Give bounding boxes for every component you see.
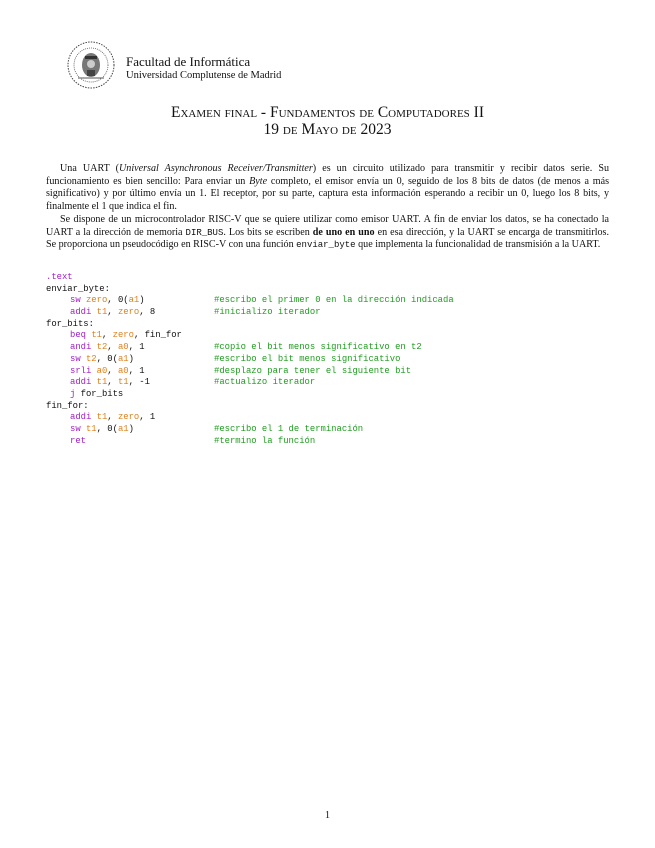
code-line-directive [46, 272, 182, 284]
instruction-reg: t1 [96, 307, 108, 318]
code-comment: #escribo el 1 de terminación [214, 423, 364, 434]
instruction-reg: t2 [96, 342, 108, 353]
text-run: . Los bits se escriben [223, 226, 313, 238]
code-comment: #escribo el primer 0 en la dirección indicada [214, 295, 454, 306]
label-text: enviar_byte: [46, 283, 110, 294]
faculty-name: Facultad de Informática [126, 54, 251, 69]
code-line [46, 365, 412, 378]
code-line [46, 377, 316, 389]
instruction-reg: zero [85, 295, 108, 306]
code-listing [46, 272, 454, 447]
label-text: for_bits: [46, 318, 94, 329]
instruction-op: beq [70, 330, 86, 341]
exam-statement [46, 163, 609, 252]
instruction-op: andi [70, 342, 92, 353]
instruction-reg: t1 [96, 377, 108, 388]
text-run: completo, el emisor envía un 0, seguido de los 8 bits de datos (de menos a más significativo) y por último envía un 1. El receptor, por su parte, captura esta información esperando a recibir un 0, luego los 8 bits, y finalmente el 1 que indica el fin. [46, 175, 610, 212]
instruction-reg: zero [117, 412, 140, 423]
instruction-sep: , [107, 342, 118, 353]
instruction-reg: t2 [85, 353, 97, 364]
text-run: ) es un circuito utilizado para transmitir y recibir datos serie. Su funcionamiento es bien sencillo: Para enviar un [46, 163, 610, 187]
code-line [46, 307, 321, 319]
instruction-sep: , 0( [96, 353, 118, 364]
dir-bus-code: DIR_BUS [185, 227, 224, 238]
page-number: 1 [325, 810, 330, 821]
code-line [46, 330, 182, 342]
instruction-reg: a1 [117, 423, 129, 434]
text-run: Una UART ( [60, 163, 119, 174]
uart-acronym-expansion: Universal Asynchronous Receiver/Transmitter [119, 163, 313, 174]
code-comment: #desplazo para tener el siguiente bit [214, 365, 412, 376]
instruction-reg: a1 [128, 295, 140, 306]
code-comment: #escribo el bit menos significativo [214, 353, 401, 364]
emphasis-one-by-one: de uno en uno [312, 226, 375, 238]
instruction-sep: , [107, 307, 118, 318]
code-label-for-bits [46, 319, 182, 331]
jump-target: for_bits [80, 388, 124, 399]
instruction-sep: , 0( [107, 295, 129, 306]
code-line [46, 423, 364, 436]
instruction-op: ret [70, 435, 86, 446]
instruction-op: addi [70, 412, 92, 423]
instruction-reg: a1 [117, 353, 129, 364]
instruction-op: sw [70, 353, 81, 364]
exam-title-part1: Examen final - [171, 104, 270, 121]
instruction-sep: , 1 [128, 365, 145, 376]
paragraph-uart-intro [46, 163, 609, 213]
instruction-reg: t1 [96, 412, 108, 423]
enviar-byte-code: enviar_byte [296, 240, 356, 250]
instruction-sep: , 8 [139, 307, 156, 318]
label-text: fin_for: [46, 400, 89, 411]
instruction-reg: zero [112, 330, 134, 341]
code-line [46, 295, 454, 307]
code-line [46, 353, 401, 366]
instruction-reg: zero [117, 307, 140, 318]
code-label-fin-for [46, 401, 182, 413]
instruction-op: addi [70, 377, 92, 388]
byte-term: Byte [249, 175, 268, 187]
code-line [46, 412, 182, 424]
instruction-sep: , -1 [128, 377, 150, 388]
instruction-reg: a0 [117, 342, 129, 353]
code-comment: #actualizo iterador [214, 377, 316, 388]
instruction-reg: a0 [96, 365, 108, 376]
instruction-reg: a0 [117, 365, 129, 376]
paragraph-microcontroller [46, 214, 609, 252]
instruction-sep: , 0( [96, 423, 118, 434]
instruction-reg: t1 [117, 377, 129, 388]
code-comment: #termino la función [214, 435, 316, 446]
instruction-op: srli [70, 365, 92, 376]
instruction-op: j [70, 388, 76, 399]
instruction-op: sw [70, 295, 81, 306]
instruction-sep: , [101, 330, 113, 341]
instruction-sep: ) [128, 353, 134, 364]
instruction-reg: t1 [85, 423, 97, 434]
code-line [46, 435, 316, 448]
exam-date: 19 de Mayo de 2023 [263, 121, 392, 138]
instruction-op: sw [70, 423, 81, 434]
text-run: en esa dirección, y la UART se encarga de transmitirlos. Se proporciona un pseudocódigo en RISC-V con una función [46, 226, 609, 250]
instruction-sep: , fin_for [133, 330, 182, 341]
instruction-reg: t1 [91, 330, 102, 341]
instruction-sep: ) [139, 295, 145, 306]
instruction-sep: , 1 [139, 412, 156, 423]
code-comment: #inicializo iterador [214, 307, 321, 318]
code-line [46, 389, 182, 401]
university-name: Universidad Complutense de Madrid [126, 70, 282, 81]
university-seal-icon [66, 40, 116, 90]
exam-title-part2: Fundamentos de Computadores II [269, 104, 484, 121]
instruction-sep: , [107, 365, 118, 376]
text-run: Se dispone de un microcontrolador RISC-V que se quiere utilizar como emisor UART. A fin de enviar los datos, se ha conectado la UART a la dirección de memoria [46, 214, 609, 238]
code-label-enviar-byte [46, 284, 182, 296]
exam-title [0, 104, 655, 121]
instruction-sep: , 1 [128, 342, 145, 353]
instruction-sep: , [107, 377, 118, 388]
exam-title-block [0, 104, 655, 138]
code-line [46, 342, 422, 354]
instruction-sep: , [107, 412, 118, 423]
text-directive: .text [46, 272, 73, 282]
instruction-sep: ) [128, 423, 134, 434]
text-run: que implementa la funcionalidad de transmisión a la UART. [355, 239, 601, 250]
code-comment: #copio el bit menos significativo en t2 [214, 342, 422, 353]
instruction-op: addi [70, 307, 92, 318]
page-header [66, 40, 281, 90]
